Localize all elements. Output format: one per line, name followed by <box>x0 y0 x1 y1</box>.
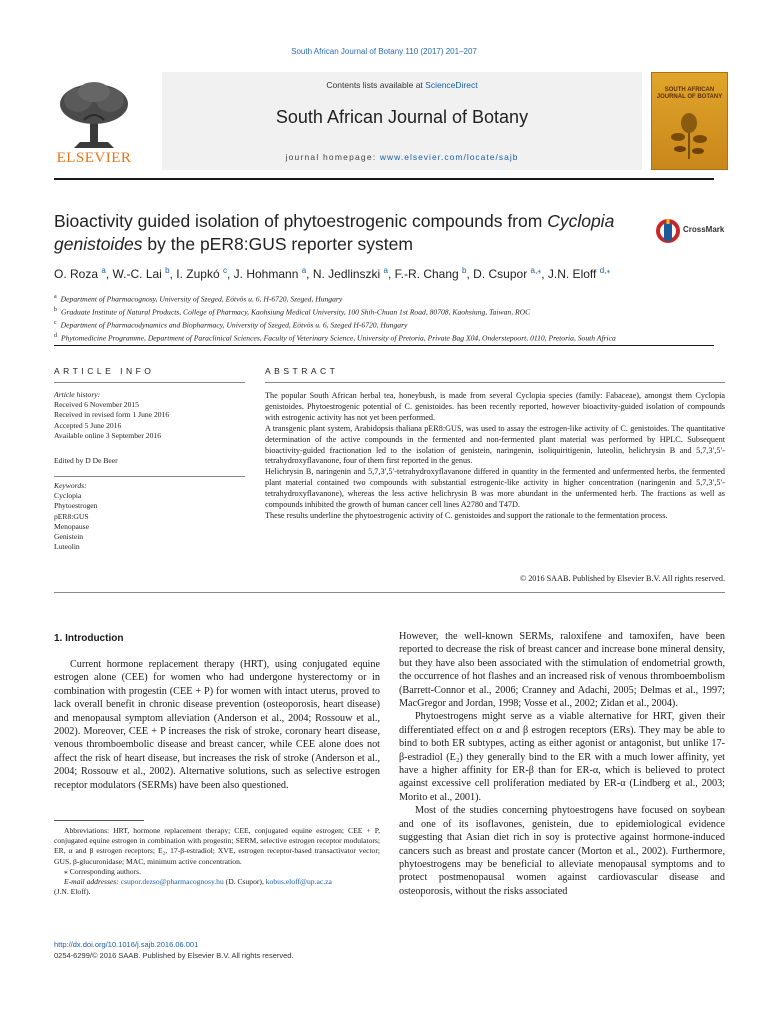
body-column-left <box>54 658 380 792</box>
author[interactable]: J.N. Eloff <box>547 267 597 281</box>
author[interactable]: F.-R. Chang <box>394 267 459 281</box>
article-title <box>54 210 634 256</box>
footnotes <box>54 826 380 897</box>
article-info-divider <box>54 476 245 477</box>
author-affiliation-mark[interactable]: b <box>165 266 170 275</box>
abstract-paragraph: A transgenic plant system, Arabidopsis thaliana pER8:GUS, was used to assay the estrogen-like activity of C. genistoides. The quantitative determination of the active compounds in the fermented and non-fermented plant material was performed by HPLC. Subsequent bioactivity-guided fractionation led to the isolation of genistein, naringenin, isoliquiritigenin, luteolin, helichrysin B and 5,7,3′,5′-tetrahydroxyflavanone, four of them first reported in the genus. <box>265 423 725 466</box>
keyword: Luteolin <box>54 542 80 552</box>
doi-link[interactable]: http://dx.doi.org/10.1016/j.sajb.2016.06.001 <box>54 940 199 949</box>
abstract-copyright: © 2016 SAAB. Published by Elsevier B.V. All rights reserved. <box>519 574 725 583</box>
email-owner: (D. Csupor), <box>223 877 266 887</box>
keyword: Phytoestrogen <box>54 501 98 511</box>
affiliation-mark: b <box>54 307 57 314</box>
author[interactable]: O. Roza <box>54 267 99 281</box>
article-info-rule <box>54 382 245 383</box>
body-paragraph: Phytoestrogens might serve as a viable alternative for HRT, given their differentiated effect on α and β estrogen receptors (ERs). They may be able to bind to both ER subtypes, acting as either agonist or antagonist, but unlike 17-β-estradiol (E₂) they generally bind to the ER with a much lower affinity, yet have a higher affinity for ER-β than for ER-α, which is believed to protect against excessive cell proliferation mediated by ER-α (Lindberg et al., 2003; Morito et al., 2001). <box>399 711 725 803</box>
affiliation-mark: c <box>54 320 57 327</box>
abstract-paragraph: These results underline the phytoestrogenic activity of C. genistoides and support the rationale to the fermentation process. <box>265 510 668 520</box>
author[interactable]: W.-C. Lai <box>112 267 162 281</box>
email-owner: (J.N. Eloff). <box>54 887 91 897</box>
crossmark-icon <box>655 216 681 246</box>
affiliation <box>54 318 724 331</box>
abstract-paragraph: The popular South African herbal tea, honeybush, is made from several Cyclopia species (family: Fabaceae), amongst them Cyclopia genistoides. Phytoestrogenic potential of C. genistoides. has been recently reported, however bioactivity-guided isolation of compounds with estrogenic activity has not yet been performed. <box>265 391 725 422</box>
keywords <box>54 481 244 552</box>
abbreviations-footnote: Abbreviations: HRT, hormone replacement therapy; CEE, conjugated equine estrogen; CEE + P, conjugated equine estrogen in combination with progestin; SERM, selective estrogen receptor modulators; ER, α and β estrogen receptors; E₂, 17-β-estradiol; XVE, estrogen receptor-based transactivator vector; GUS, β-glucuronidase; MAC, minimum active concentration. <box>54 826 380 866</box>
affiliation-text: Department of Pharmacognosy, University of Szeged, Eötvös u. 6, H-6720, Szeged, Hungary <box>60 294 343 304</box>
contents-line <box>162 80 642 90</box>
keyword: Genistein <box>54 532 84 542</box>
author[interactable]: D. Csupor <box>473 267 528 281</box>
affiliations <box>54 292 724 345</box>
crossmark-label: CrossMark <box>683 225 725 234</box>
sciencedirect-link[interactable]: ScienceDirect <box>425 80 478 90</box>
affiliation <box>54 331 724 344</box>
affiliation-mark: a <box>54 294 57 300</box>
author-affiliation-mark[interactable]: a <box>383 266 388 275</box>
abstract-bottom-rule <box>54 592 725 593</box>
body-paragraph: Most of the studies concerning phytoestrogens have focused on soybean and one of its isoflavones, genistein, due to epidemiological evidence suggesting that Asian diet rich in soy is protective against hormone-induced cancers such as breast and prostate cancer (Morton et al., 2002). Furthermore, phytoestrogens may be beneficial to alleviate menopausal symptoms and to protect postmenopausal women against cardiovascular disease and osteoporosis, without the risks associated <box>399 805 725 897</box>
affiliation-text: Graduate Institute of Natural Products, College of Pharmacy, Kaohsiung Medical University, 100 Shih-Chuan 1st Road, 80708, Kaohsiung, Taiwan, ROC <box>61 307 531 317</box>
body-paragraph: However, the well-known SERMs, raloxifene and tamoxifen, have been reported to decrease the risk of breast cancer and increase bone mineral density, but they have also been associated with the stimulation of endometrial growth, the occurrence of hot flashes and an increased risk of venous thromboembolism (Barrett-Connor et al., 2006; Cranney and Adachi, 2005; Delmas et al., 1997; MacGregor and Jordan, 1998; Vosse et al., 2002; Zidan et al., 2004). <box>399 631 725 710</box>
keyword: Cyclopia <box>54 491 82 501</box>
keyword: pER8:GUS <box>54 511 89 521</box>
author-affiliation-mark[interactable]: a,⁎ <box>530 266 542 275</box>
title-rule <box>54 345 714 346</box>
affiliation-text: Phytomedicine Programme, Department of Paraclinical Sciences, Faculty of Veterinary Science, University of Pretoria, Private Bag X04, Onderstepoort, 0110, Pretoria, South Africa <box>61 333 616 343</box>
affiliation-text: Department of Pharmacodynamics and Biopharmacy, University of Szeged, Eötvös u. 6, Szeged H-6720, Hungary <box>60 320 408 330</box>
author-affiliation-mark[interactable]: a <box>301 266 307 275</box>
section-heading-introduction: 1. Introduction <box>54 633 124 644</box>
author[interactable]: I. Zupkó <box>176 267 220 281</box>
homepage-link[interactable]: www.elsevier.com/locate/sajb <box>379 152 519 162</box>
history-item: Received 6 November 2015 <box>54 400 139 410</box>
author-affiliation-mark[interactable]: b <box>462 266 467 275</box>
elsevier-wordmark: ELSEVIER <box>56 150 132 166</box>
email-label: E-mail addresses: <box>64 877 121 887</box>
issn-line: 0254-6299/© 2016 SAAB. Published by Elsevier B.V. All rights reserved. <box>54 950 294 960</box>
history-item: Received in revised form 1 June 2016 <box>54 410 170 420</box>
plant-illustration-icon <box>666 109 712 161</box>
affiliation <box>54 305 724 318</box>
keyword: Menopause <box>54 521 90 531</box>
journal-cover-thumbnail[interactable] <box>651 72 728 170</box>
journal-name[interactable]: South African Journal of Botany <box>275 107 529 127</box>
abstract-body <box>265 391 725 522</box>
cover-title: SOUTH AFRICAN JOURNAL OF BOTANY <box>656 87 723 100</box>
author-list: O. Roza $^a$, W.-C. Lai $^b$, I. Zupkó $^c$, J. Hohmann $^a$, N. Jedlinszki $^a$, F.-R. Chang $^b$, D. Csupor $^{a,⁎}$, J.N. Eloff $^{d,⁎}$ <box>54 266 611 281</box>
affiliation <box>54 292 724 305</box>
edited-by: Edited by D De Beer <box>54 456 118 465</box>
title-tail: by the pER8:GUS reporter system <box>142 234 413 254</box>
footer <box>54 940 294 961</box>
homepage-prefix: journal homepage: <box>285 152 380 162</box>
crossmark-badge[interactable] <box>655 216 735 246</box>
corresponding-footnote: ⁎ Corresponding authors. <box>64 866 141 876</box>
history-item: Accepted 5 June 2016 <box>54 420 122 430</box>
title-part: Bioactivity guided isolation of phytoestrogenic compounds from <box>54 211 548 231</box>
history-label: Article history: <box>54 390 101 399</box>
email-footnote <box>54 877 380 897</box>
email-link[interactable]: csupor.dezso@pharmacognosy.hu <box>120 877 224 887</box>
keywords-label: Keywords: <box>54 481 87 490</box>
homepage-line <box>162 152 642 162</box>
abstract-heading: ABSTRACT <box>265 366 339 376</box>
tree-icon <box>54 80 134 152</box>
body-column-right <box>399 630 725 898</box>
masthead <box>54 72 726 170</box>
body-paragraph: Current hormone replacement therapy (HRT), using conjugated equine estrogen alone (CEE) for women who had undergone hysterectomy or in combination with progestin (CEE + P) for women with intact uterus, proved to lack overall benefit in chronic disease prevention (osteoporosis, heart disease) and menopausal symptom alleviation (Anderson et al., 2004; Rossouw et al., 2002). Moreover, CEE + P increases the risk of stroke, coronary heart disease, venous thromboembolic disease and breast cancer, while CEE alone does not affect the risk of heart disease, but increases the risk of stroke (Anderson et al., 2004; Rossouw et al., 2002). Alternative solutions, such as selective estrogen receptor modulators (SERMs) have been also questioned. <box>54 659 380 791</box>
author-affiliation-mark[interactable]: c <box>223 266 227 275</box>
history-item: Available online 3 September 2016 <box>54 430 161 440</box>
header-rule <box>54 178 714 180</box>
author[interactable]: J. Hohmann <box>233 267 299 281</box>
email-link[interactable]: kobus.eloff@up.ac.za <box>265 877 332 887</box>
article-history <box>54 390 244 441</box>
author[interactable]: N. Jedlinszki <box>312 267 381 281</box>
title-species: genistoides <box>54 234 143 254</box>
title-genus: Cyclopia <box>547 211 615 231</box>
abstract-paragraph: Helichrysin B, naringenin and 5,7,3′,5′-tetrahydroxyflavanone differed in quantity in the fermented and unfermented herbs, the fermented plant material contained two compounds with substantial estrogenic-like activity in higher concentration (naringenin and 5,7,3′,5′-tetrahydroxyflavanone), whereas the less active helichrysin B was more abundant in the unfermented herb. The fractions as well as compounds inhibited the growth of human cancer cell lines A2780 and T47D. <box>265 467 725 510</box>
affiliation-mark: d <box>54 333 57 340</box>
abstract-rule <box>265 382 725 383</box>
contents-prefix: Contents lists available at <box>326 80 426 90</box>
author-affiliation-mark[interactable]: d,⁎ <box>599 266 611 275</box>
footnote-rule <box>54 820 144 821</box>
article-info-heading: ARTICLE INFO <box>54 366 155 376</box>
journal-citation[interactable]: South African Journal of Botany 110 (2017) 201–207 <box>291 47 477 56</box>
author-affiliation-mark[interactable]: a <box>101 266 106 275</box>
